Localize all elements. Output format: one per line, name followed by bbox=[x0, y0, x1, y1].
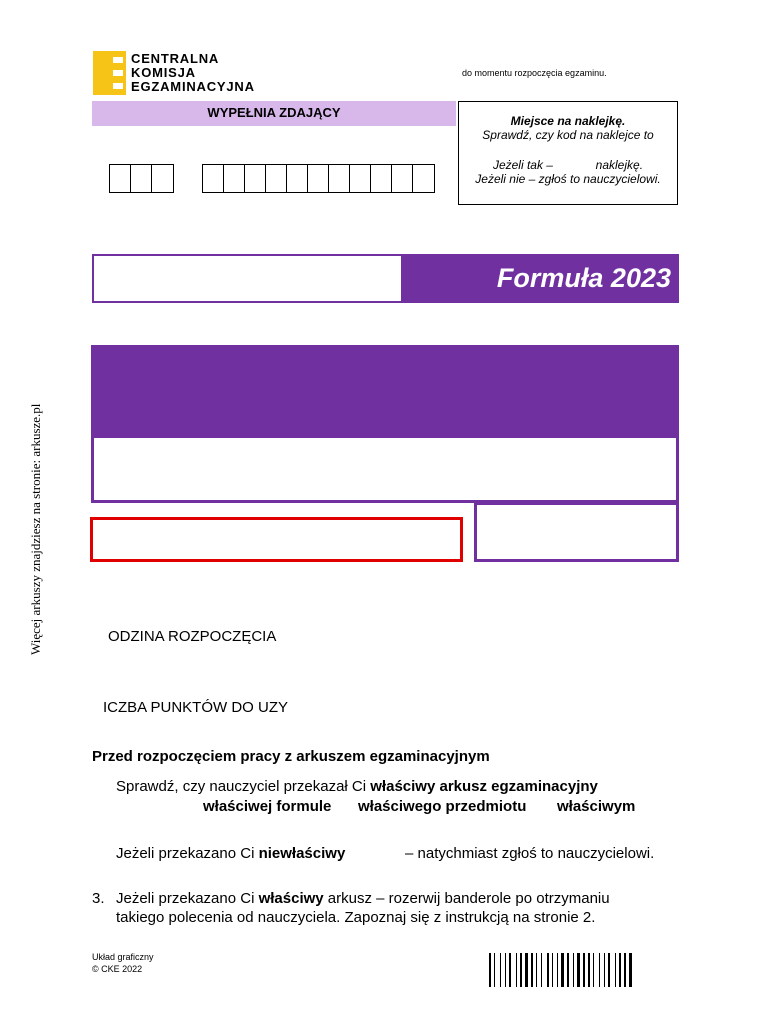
pesel-cell[interactable] bbox=[392, 165, 413, 192]
pesel-grid[interactable] bbox=[202, 164, 435, 193]
instruction-3-post: arkusz – rozerwij banderole po otrzymaniu bbox=[323, 890, 610, 907]
instruction-1-bold-3: właściwego przedmiotu bbox=[358, 798, 527, 815]
instruction-1-bold-1: właściwy arkusz egzaminacyjny bbox=[370, 778, 598, 795]
max-points-label: ICZBA PUNKTÓW DO UZY bbox=[103, 699, 289, 716]
pesel-cell[interactable] bbox=[329, 165, 350, 192]
logo-line-1: CENTRALNA bbox=[131, 51, 220, 66]
formula-label: Formuła 2023 bbox=[401, 254, 679, 303]
instruction-1-bold-4: właściwym bbox=[557, 798, 636, 815]
sticker-line-2 bbox=[459, 158, 677, 172]
instruction-3-line-1 bbox=[116, 890, 610, 907]
start-hour-label: ODZINA ROZPOCZĘCIA bbox=[108, 628, 277, 645]
instruction-2-bold: niewłaściwy bbox=[258, 845, 346, 862]
pesel-cell[interactable] bbox=[224, 165, 245, 192]
pesel-cell[interactable] bbox=[371, 165, 392, 192]
instruction-1-bold-2: właściwej formule bbox=[203, 798, 332, 815]
date-box bbox=[90, 517, 463, 562]
side-watermark-text: Więcej arkuszy znajdziesz na stronie: arkusze.pl bbox=[28, 403, 43, 655]
instruction-2-end: – natychmiast zgłoś to nauczycielowi. bbox=[405, 845, 655, 862]
sticker-line-1: Sprawdź, czy kod na naklejce to bbox=[482, 128, 654, 142]
instruction-2 bbox=[116, 845, 345, 862]
sticker-line-2-end: naklejkę. bbox=[595, 158, 644, 172]
instruction-2-text: Jeżeli przekazano Ci bbox=[116, 845, 259, 862]
code-cell[interactable] bbox=[152, 165, 173, 192]
pesel-cell[interactable] bbox=[413, 165, 434, 192]
top-note: do momentu rozpoczęcia egzaminu. bbox=[462, 68, 607, 78]
code-cell[interactable] bbox=[110, 165, 131, 192]
code-box bbox=[474, 502, 679, 562]
pesel-cell[interactable] bbox=[287, 165, 308, 192]
instruction-3-bold: właściwy bbox=[258, 890, 324, 907]
instruction-3-number: 3. bbox=[92, 890, 105, 907]
instruction-1-line-1 bbox=[116, 778, 598, 795]
pesel-cell[interactable] bbox=[203, 165, 224, 192]
sticker-line-3: Jeżeli nie – zgłoś to nauczycielowi. bbox=[475, 172, 661, 186]
pesel-cell[interactable] bbox=[308, 165, 329, 192]
instruction-1-text: Sprawdź, czy nauczyciel przekazał Ci bbox=[116, 778, 371, 795]
sticker-title: Miejsce na naklejkę. bbox=[510, 114, 626, 128]
pesel-cell[interactable] bbox=[266, 165, 287, 192]
pesel-cell[interactable] bbox=[245, 165, 266, 192]
sticker-line-2-start: Jeżeli tak – bbox=[492, 158, 553, 172]
fill-band-label: WYPEŁNIA ZDAJĄCY bbox=[92, 101, 456, 126]
logo-line-2: KOMISJA bbox=[131, 65, 196, 80]
instructions-heading: Przed rozpoczęciem pracy z arkuszem egzaminacyjnym bbox=[92, 748, 490, 765]
logo-line-3: EGZAMINACYJNA bbox=[131, 79, 255, 94]
instruction-3-line-2: takiego polecenia od nauczyciela. Zapoznaj się z instrukcją na stronie 2. bbox=[116, 909, 596, 926]
code-cell[interactable] bbox=[131, 165, 152, 192]
footer-line-1: Układ graficzny bbox=[92, 952, 154, 962]
cke-logo-icon bbox=[93, 51, 126, 95]
footer bbox=[92, 951, 154, 975]
instruction-3-text: Jeżeli przekazano Ci bbox=[116, 890, 259, 907]
sticker-box bbox=[458, 101, 678, 205]
code-grid[interactable] bbox=[109, 164, 174, 193]
pesel-cell[interactable] bbox=[350, 165, 371, 192]
footer-line-2: © CKE 2022 bbox=[92, 964, 143, 974]
title-band bbox=[94, 348, 676, 438]
barcode-icon bbox=[489, 953, 678, 987]
